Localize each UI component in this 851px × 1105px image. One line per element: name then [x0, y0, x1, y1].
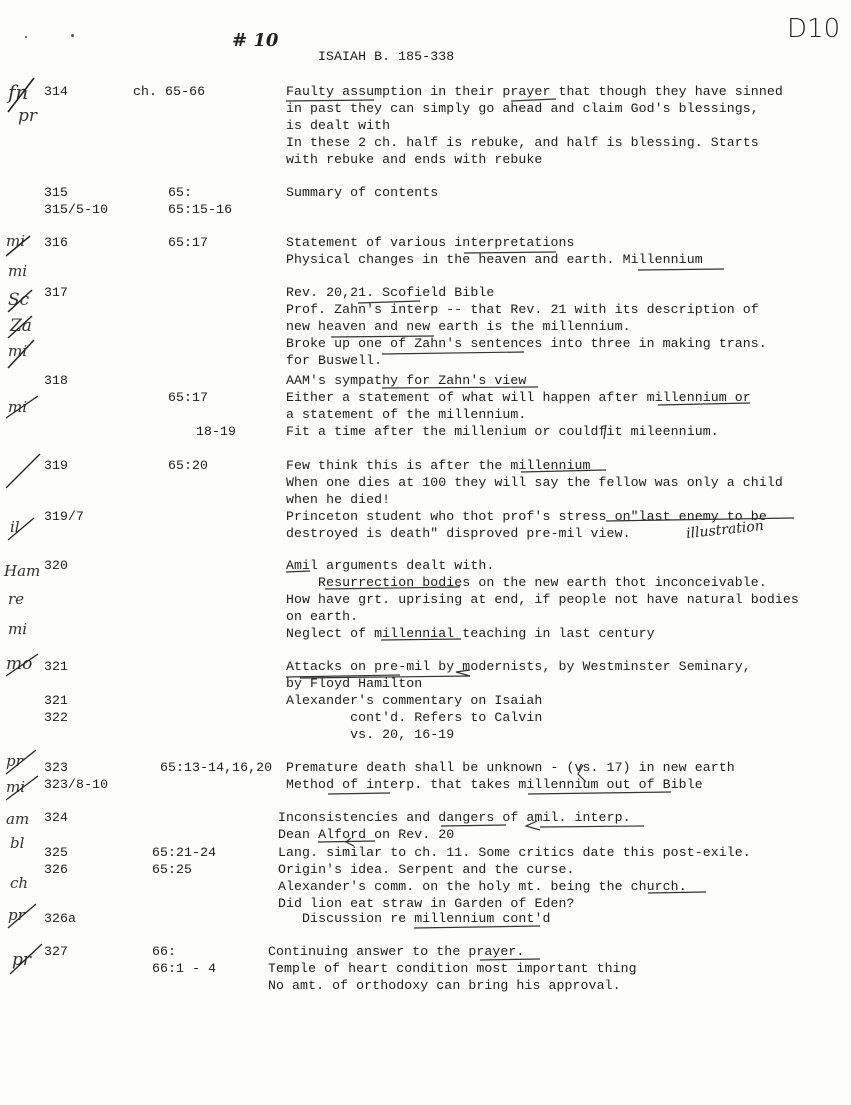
- entry-line: Fit a time after the millenium or couldfit mileennium.: [286, 424, 719, 439]
- margin-note: am: [6, 810, 30, 828]
- entry-line: Faulty assumption in their prayer that though they have sinned: [286, 84, 783, 99]
- entry-line: Neglect of millennial teaching in last century: [286, 626, 655, 641]
- margin-note: mi: [8, 620, 28, 638]
- entry-ref: 321: [44, 659, 69, 674]
- entry-line: a statement of the millennium.: [286, 407, 527, 422]
- margin-note: fn: [8, 80, 29, 104]
- margin-note: pr: [6, 752, 23, 770]
- entry-line: How have grt. uprising at end, if people not have natural bodies: [286, 592, 799, 607]
- entry-chapter: 65:17: [168, 390, 209, 405]
- entry-line: Attacks on pre-mil by modernists, by Westminster Seminary,: [286, 659, 751, 674]
- entry-ref: 325: [44, 845, 69, 860]
- entry-line: is dealt with: [286, 118, 391, 133]
- entry-chapter: 65:13-14,16,20: [160, 760, 273, 775]
- entry-line: on earth.: [286, 609, 359, 624]
- entry-ref: 324: [44, 810, 69, 825]
- entry-ref: 322: [44, 710, 69, 725]
- margin-note: bl: [10, 834, 25, 852]
- entry-ref: 316: [44, 235, 69, 250]
- entry-line: Physical changes in the heaven and earth. Millennium: [286, 252, 703, 267]
- margin-note: mi: [8, 342, 28, 360]
- entry-line: Discussion re millennium cont'd: [278, 911, 551, 926]
- entry-chapter: 65:: [168, 185, 193, 200]
- entry-ref: 326a: [44, 911, 77, 926]
- entry-line: Method of interp. that takes millennium out of Bible: [286, 777, 703, 792]
- entry-chapter: 65:17: [168, 235, 209, 250]
- entry-chapter: 65:20: [168, 458, 209, 473]
- entry-chapter: 66:: [152, 944, 177, 959]
- margin-note: re: [8, 590, 25, 608]
- entry-line: Statement of various interpretations: [286, 235, 575, 250]
- margin-note: il: [10, 518, 20, 536]
- corner-code: D10: [787, 14, 841, 44]
- inline-annotation: illustration: [685, 517, 765, 543]
- margin-note: mi: [8, 262, 28, 280]
- entry-line: Temple of heart condition most important thing: [268, 961, 637, 976]
- entry-line: Prof. Zahn's interp -- that Rev. 21 with its description of: [286, 302, 759, 317]
- entry-line: AAM's sympathy for Zahn's view: [286, 373, 527, 388]
- page-title: ISAIAH B. 185-338: [318, 49, 455, 64]
- entry-line: when he died!: [286, 492, 391, 507]
- margin-note: Za: [10, 316, 32, 336]
- entry-line: vs. 20, 16-19: [286, 727, 455, 742]
- entry-ref: 319: [44, 458, 69, 473]
- entry-line: for Buswell.: [286, 353, 383, 368]
- entry-line: When one dies at 100 they will say the fellow was only a child: [286, 475, 783, 490]
- entry-line: Few think this is after the millennium: [286, 458, 591, 473]
- margin-note: mi: [8, 398, 28, 416]
- margin-note: Sc: [8, 290, 30, 310]
- entry-line: Summary of contents: [286, 185, 439, 200]
- entry-line: Either a statement of what will happen after millennium or: [286, 390, 751, 405]
- entry-ref: 317: [44, 285, 69, 300]
- entry-chapter: 65:21-24: [152, 845, 217, 860]
- entry-ref: 314: [44, 84, 69, 99]
- entry-line: destroyed is death" disproved pre-mil view.: [286, 526, 631, 541]
- margin-note: mi: [6, 232, 26, 250]
- entry-line: new heaven and new earth is the millennium.: [286, 319, 631, 334]
- entry-chapter: 65:25: [152, 862, 193, 877]
- entry-chapter: 65:15-16: [168, 202, 233, 217]
- margin-note: pr: [18, 106, 38, 126]
- margin-note: Ham: [4, 562, 41, 580]
- entry-line: in past they can simply go ahead and claim God's blessings,: [286, 101, 759, 116]
- entry-line: by Floyd Hamilton: [286, 676, 423, 691]
- entry-ref: 323/8-10: [44, 777, 109, 792]
- entry-line: Premature death shall be unknown - (vs. 17) in new earth: [286, 760, 735, 775]
- entry-line: Alexander's comm. on the holy mt. being the church.: [278, 879, 687, 894]
- margin-note: ch: [10, 874, 29, 892]
- entry-ref: 323: [44, 760, 69, 775]
- entry-ref: 321: [44, 693, 69, 708]
- entry-line: Alexander's commentary on Isaiah: [286, 693, 543, 708]
- entry-line: Rev. 20,21. Scofield Bible: [286, 285, 495, 300]
- entry-ref: 319/7: [44, 509, 85, 524]
- entry-chapter: 66:1 - 4: [152, 961, 217, 976]
- margin-note: mo: [6, 654, 33, 674]
- entry-chapter: 18-19: [196, 424, 237, 439]
- entry-ref: 318: [44, 373, 69, 388]
- margin-note: pr: [12, 950, 32, 970]
- entry-line: No amt. of orthodoxy can bring his approval.: [268, 978, 621, 993]
- entry-line: Resurrection bodies on the new earth thot inconceivable.: [286, 575, 767, 590]
- entry-ref: 315: [44, 185, 69, 200]
- margin-note: pr: [8, 906, 25, 924]
- entry-line: In these 2 ch. half is rebuke, and half is blessing. Starts: [286, 135, 759, 150]
- entry-ref: 327: [44, 944, 69, 959]
- entry-line: Continuing answer to the prayer.: [268, 944, 525, 959]
- entry-line: Amil arguments dealt with.: [286, 558, 495, 573]
- entry-line: cont'd. Refers to Calvin: [286, 710, 543, 725]
- entry-line: Lang. similar to ch. 11. Some critics date this post-exile.: [278, 845, 751, 860]
- entry-line: Princeton student who thot prof's stress on"last enemy to be: [286, 509, 767, 524]
- entry-chapter: ch. 65-66: [133, 84, 206, 99]
- entry-ref: 326: [44, 862, 69, 877]
- margin-note: mi: [6, 778, 26, 796]
- entry-line: Did lion eat straw in Garden of Eden?: [278, 896, 575, 911]
- entry-line: Broke up one of Zahn's sentences into three in making trans.: [286, 336, 767, 351]
- entry-line: Inconsistencies and dangers of amil. interp.: [278, 810, 631, 825]
- entry-ref: 315/5-10: [44, 202, 109, 217]
- entry-ref: 320: [44, 558, 69, 573]
- entry-line: Dean Alford on Rev. 20: [278, 827, 455, 842]
- handwritten-number: # 10: [232, 30, 279, 51]
- entry-line: Origin's idea. Serpent and the curse.: [278, 862, 575, 877]
- entry-line: with rebuke and ends with rebuke: [286, 152, 543, 167]
